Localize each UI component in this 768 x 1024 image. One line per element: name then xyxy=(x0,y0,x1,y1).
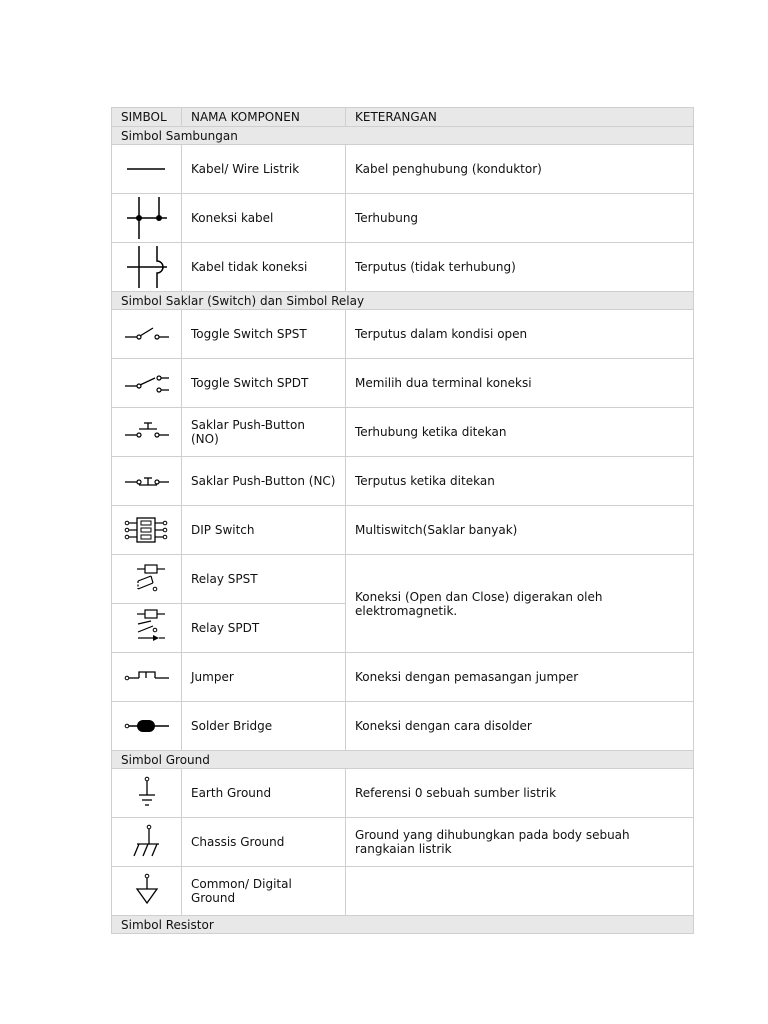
component-name: Jumper xyxy=(182,653,346,702)
component-name: Toggle Switch SPST xyxy=(182,310,346,359)
jumper-icon xyxy=(117,662,177,692)
spdt-switch-icon xyxy=(117,368,177,398)
component-name: Kabel/ Wire Listrik xyxy=(182,145,346,194)
table-row xyxy=(112,194,694,243)
table-row xyxy=(112,867,694,916)
component-description: Terputus ketika ditekan xyxy=(346,457,694,506)
table-row xyxy=(112,359,694,408)
header-nama-komponen: NAMA KOMPONEN xyxy=(182,108,346,127)
section-row xyxy=(112,751,694,769)
table-row xyxy=(112,310,694,359)
symbol-cell xyxy=(112,145,182,194)
dip-switch-icon xyxy=(117,513,177,547)
symbol-cell xyxy=(112,555,182,604)
symbol-cell xyxy=(112,310,182,359)
header-simbol: SIMBOL xyxy=(112,108,182,127)
symbol-cell xyxy=(112,867,182,916)
component-description: Koneksi (Open dan Close) digerakan oleh elektromagnetik. xyxy=(346,555,694,653)
symbol-cell xyxy=(112,702,182,751)
component-description: Terputus dalam kondisi open xyxy=(346,310,694,359)
component-name: Kabel tidak koneksi xyxy=(182,243,346,292)
section-row xyxy=(112,292,694,310)
symbol-cell xyxy=(112,653,182,702)
component-name: Chassis Ground xyxy=(182,818,346,867)
component-name: Saklar Push-Button (NO) xyxy=(182,408,346,457)
component-name: Solder Bridge xyxy=(182,702,346,751)
component-description: Ground yang dihubungkan pada body sebuah rangkaian listrik xyxy=(346,818,694,867)
pushbutton-nc-icon xyxy=(117,466,177,496)
symbol-cell xyxy=(112,818,182,867)
component-description: Koneksi dengan pemasangan jumper xyxy=(346,653,694,702)
section-title-saklar-relay: Simbol Saklar (Switch) dan Simbol Relay xyxy=(112,292,694,310)
component-symbol-table xyxy=(111,107,694,934)
component-name: Relay SPST xyxy=(182,555,346,604)
pushbutton-no-icon xyxy=(117,417,177,447)
component-name: Common/ Digital Ground xyxy=(182,867,346,916)
symbol-cell xyxy=(112,408,182,457)
table-row xyxy=(112,702,694,751)
table-row xyxy=(112,555,694,604)
component-description: Terhubung xyxy=(346,194,694,243)
component-description xyxy=(346,867,694,916)
component-description: Multiswitch(Saklar banyak) xyxy=(346,506,694,555)
header-keterangan: KETERANGAN xyxy=(346,108,694,127)
symbol-cell xyxy=(112,604,182,653)
section-title-sambungan: Simbol Sambungan xyxy=(112,127,694,145)
table-row xyxy=(112,818,694,867)
symbol-cell xyxy=(112,243,182,292)
component-description: Referensi 0 sebuah sumber listrik xyxy=(346,769,694,818)
wire-junction-icon xyxy=(117,195,177,241)
component-description: Memilih dua terminal koneksi xyxy=(346,359,694,408)
solder-bridge-icon xyxy=(117,711,177,741)
section-row xyxy=(112,916,694,934)
component-name: Earth Ground xyxy=(182,769,346,818)
table-header-row xyxy=(112,108,694,127)
component-name: Relay SPDT xyxy=(182,604,346,653)
symbol-cell xyxy=(112,457,182,506)
symbol-cell xyxy=(112,194,182,243)
component-description: Koneksi dengan cara disolder xyxy=(346,702,694,751)
chassis-ground-icon xyxy=(117,822,177,862)
relay-spdt-icon xyxy=(117,606,177,650)
table-row xyxy=(112,769,694,818)
wire-icon xyxy=(117,154,177,184)
component-name: Toggle Switch SPDT xyxy=(182,359,346,408)
table-row xyxy=(112,408,694,457)
section-title-ground: Simbol Ground xyxy=(112,751,694,769)
component-name: Saklar Push-Button (NC) xyxy=(182,457,346,506)
wire-crossover-icon xyxy=(117,244,177,290)
component-name: Koneksi kabel xyxy=(182,194,346,243)
symbol-cell xyxy=(112,359,182,408)
digital-ground-icon xyxy=(117,871,177,911)
symbol-cell xyxy=(112,506,182,555)
component-description: Terhubung ketika ditekan xyxy=(346,408,694,457)
symbol-cell xyxy=(112,769,182,818)
section-title-resistor: Simbol Resistor xyxy=(112,916,694,934)
table-row xyxy=(112,653,694,702)
table-row xyxy=(112,506,694,555)
component-name: DIP Switch xyxy=(182,506,346,555)
earth-ground-icon xyxy=(117,773,177,813)
section-row xyxy=(112,127,694,145)
table-row xyxy=(112,145,694,194)
component-description: Kabel penghubung (konduktor) xyxy=(346,145,694,194)
table-row xyxy=(112,243,694,292)
component-description: Terputus (tidak terhubung) xyxy=(346,243,694,292)
spst-switch-icon xyxy=(117,319,177,349)
table-row xyxy=(112,457,694,506)
relay-spst-icon xyxy=(117,559,177,599)
